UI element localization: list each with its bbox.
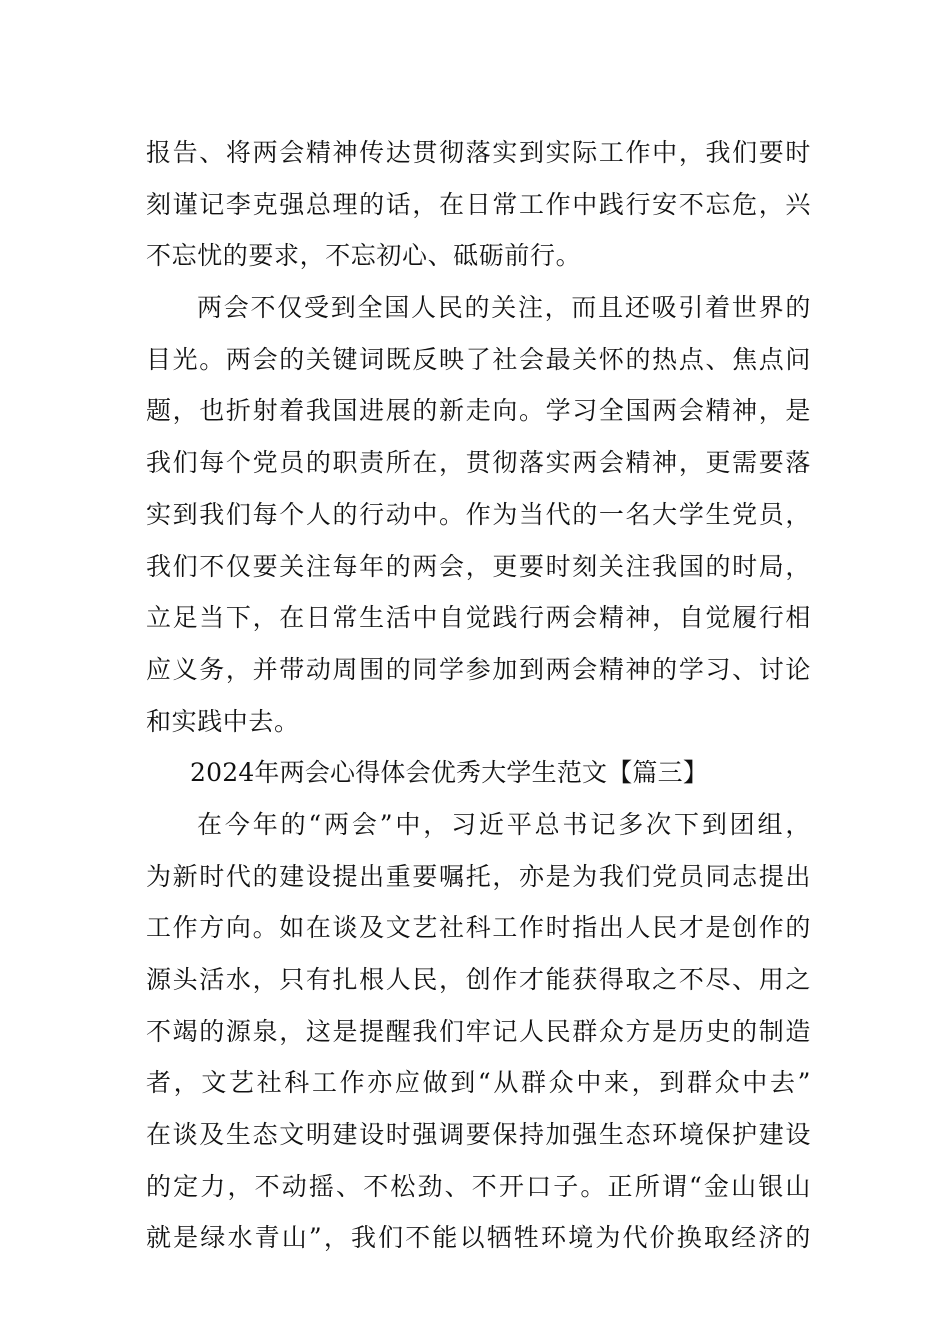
- body-text: [146, 127, 811, 1264]
- paragraph-2: [146, 282, 811, 747]
- text-line: 不竭的源泉，这是提醒我们牢记人民群众方是历史的制造: [146, 1016, 811, 1046]
- text-line: 立足当下，在日常生活中自觉践行两会精神，自觉履行相: [146, 603, 811, 633]
- paragraph-3: [146, 799, 811, 1264]
- text-line: 题，也折射着我国进展的新走向。学习全国两会精神，是: [146, 396, 811, 426]
- paragraph-1: [146, 127, 811, 282]
- text-line: 就是绿水青山”，我们不能以牺牲环境为代价换取经济的: [146, 1223, 811, 1253]
- text-line: 实到我们每个人的行动中。作为当代的一名大学生党员，: [146, 499, 811, 529]
- text-line: 在今年的“两会”中，习近平总书记多次下到团组，: [197, 809, 811, 839]
- text-line: 报告、将两会精神传达贯彻落实到实际工作中，我们要时: [146, 138, 811, 167]
- text-line: 目光。两会的关键词既反映了社会最关怀的热点、焦点问: [146, 344, 811, 374]
- text-line: 和实践中去。: [146, 706, 300, 736]
- text-line: 的定力，不动摇、不松劲、不开口子。正所谓“金山银山: [146, 1171, 811, 1201]
- text-line: 工作方向。如在谈及文艺社科工作时指出人民才是创作的: [146, 913, 811, 943]
- text-line: 我们每个党员的职责所在，贯彻落实两会精神，更需要落: [146, 448, 811, 478]
- text-line: 我们不仅要关注每年的两会，更要时刻关注我国的时局，: [146, 551, 811, 581]
- text-line: 刻谨记李克强总理的话，在日常工作中践行安不忘危，兴: [146, 189, 811, 219]
- text-line: 者，文艺社科工作亦应做到“从群众中来，到群众中去”: [146, 1068, 811, 1098]
- text-line: 两会不仅受到全国人民的关注，而且还吸引着世界的: [197, 293, 811, 323]
- text-line: 不忘忧的要求，不忘初心、砥砺前行。: [146, 241, 582, 271]
- text-line: 为新时代的建设提出重要嘱托，亦是为我们党员同志提出: [146, 861, 811, 891]
- text-line: 源头活水，只有扎根人民，创作才能获得取之不尽、用之: [146, 965, 811, 994]
- section-title: 2024年两会心得体会优秀大学生范文【篇三】: [190, 758, 709, 788]
- text-line: 在谈及生态文明建设时强调要保持加强生态环境保护建设: [146, 1120, 811, 1150]
- text-line: 应义务，并带动周围的同学参加到两会精神的学习、讨论: [146, 654, 811, 684]
